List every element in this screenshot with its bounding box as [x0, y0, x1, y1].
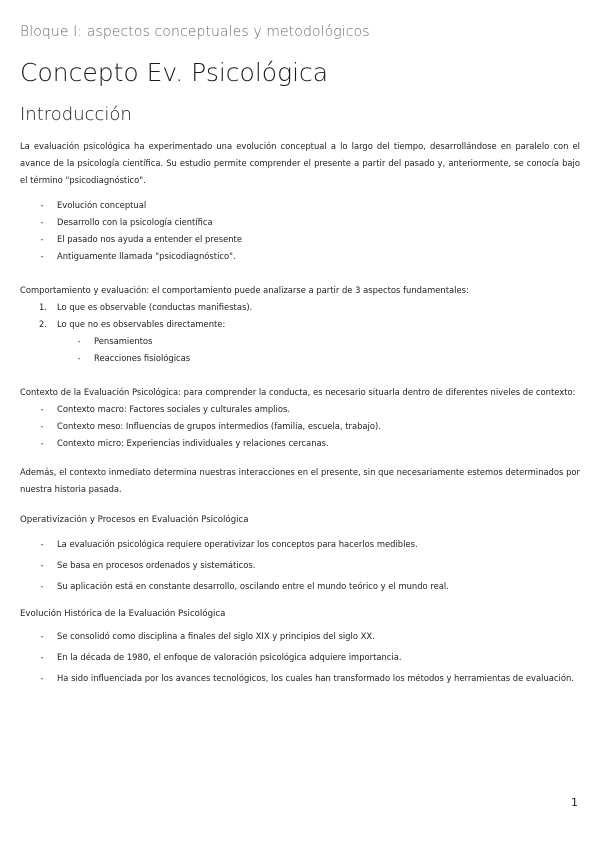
intro-bullet-list: [40, 197, 242, 265]
intro-paragraph: La evaluación psicológica ha experimentado una evolución conceptual a lo largo del tiempo, desarrollándose en paralelo con el avance de la psicología científica. Su estudio permite comprender el presente a partir del pasado y, anteriormente, se conocía bajo el término "psicodiagnóstico".: [20, 141, 580, 185]
list-item: - Contexto micro: Experiencias individuales y relaciones cercanas.: [40, 438, 329, 448]
block-title: Bloque I: aspectos conceptuales y metodológicos: [20, 24, 370, 40]
list-item: - Contexto macro: Factores sociales y culturales amplios.: [40, 404, 290, 414]
behavior-numbered-list: [39, 299, 253, 333]
context-bullet-list: [40, 401, 381, 452]
list-item: - Antiguamente llamada "psicodiagnóstico".: [40, 251, 236, 261]
page-title: Concepto Ev. Psicológica: [20, 58, 329, 87]
list-item: - La evaluación psicológica requiere operativizar los conceptos para hacerlos medibles.: [40, 539, 418, 549]
context-paragraph: Además, el contexto inmediato determina nuestras interacciones en el presente, sin que necesariamente estemos determinados por nuestra historia pasada.: [20, 467, 580, 494]
list-item: - Desarrollo con la psicología científica: [40, 217, 213, 227]
operationalization-bullet-list: [40, 534, 449, 597]
page-number: 1: [571, 796, 578, 809]
history-heading: Evolución Histórica de la Evaluación Psicológica: [20, 609, 226, 619]
list-item: - Evolución conceptual: [40, 200, 147, 210]
list-item: - Se consolidó como disciplina a finales del siglo XIX y principios del siglo XX.: [40, 631, 375, 641]
context-lead: Contexto de la Evaluación Psicológica: para comprender la conducta, es necesario situarla dentro de diferentes niveles de contexto:: [20, 387, 576, 397]
list-item: - Contexto meso: Influencias de grupos intermedios (familia, escuela, trabajo).: [40, 421, 381, 431]
list-item: - Su aplicación está en constante desarrollo, oscilando entre el mundo teórico y el mundo real.: [40, 581, 449, 591]
list-item: - El pasado nos ayuda a entender el presente: [40, 234, 242, 244]
behavior-lead: Comportamiento y evaluación: el comportamiento puede analizarse a partir de 3 aspectos fundamentales:: [20, 285, 469, 295]
list-item: - Se basa en procesos ordenados y sistemáticos.: [40, 560, 256, 570]
list-item: - Pensamientos: [77, 336, 153, 346]
list-item: - Ha sido influenciada por los avances tecnológicos, los cuales han transformado los métodos y herramientas de evaluación.: [40, 673, 574, 683]
list-item: 2. Lo que no es observables directamente:: [39, 319, 226, 329]
operationalization-heading: Operativización y Procesos en Evaluación Psicológica: [20, 515, 249, 525]
list-item: - Reacciones fisiológicas: [77, 353, 191, 363]
section-title-introduccion: Introducción: [20, 104, 132, 125]
list-item: - En la década de 1980, el enfoque de valoración psicológica adquiere importancia.: [40, 652, 402, 662]
list-item: 1. Lo que es observable (conductas manifiestas).: [39, 302, 253, 312]
behavior-sub-list: [77, 333, 191, 367]
history-bullet-list: [40, 626, 574, 689]
